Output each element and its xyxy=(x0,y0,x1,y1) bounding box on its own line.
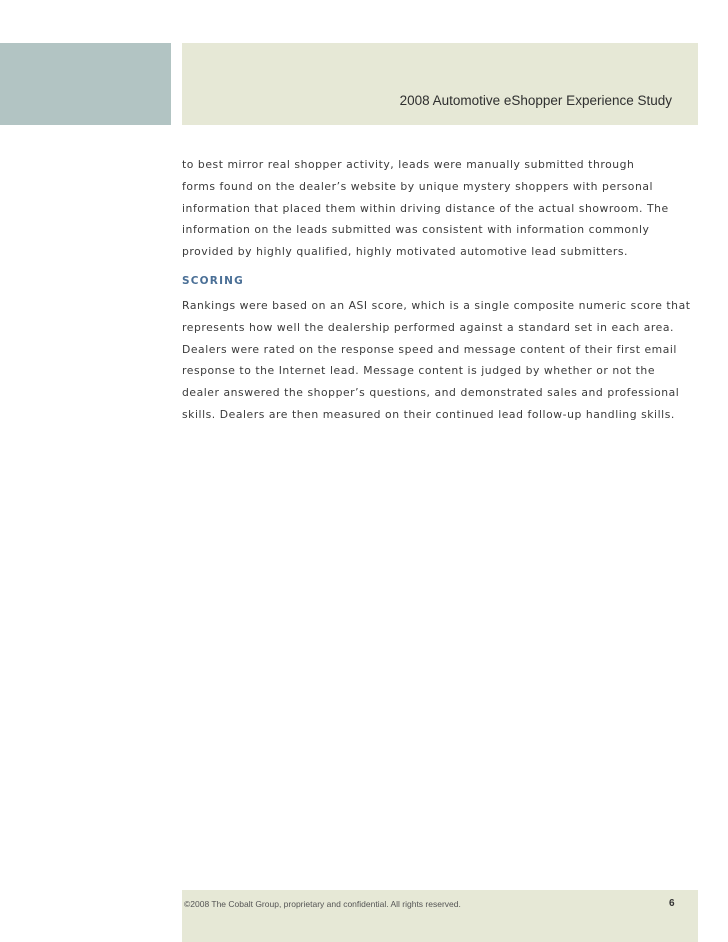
paragraph-line: Dealers were rated on the response speed and message content of their first email xyxy=(182,342,677,356)
paragraph-line: represents how well the dealership performed against a standard set in each area. xyxy=(182,320,675,334)
copyright-notice: ©2008 The Cobalt Group, proprietary and confidential. All rights reserved. xyxy=(184,899,461,909)
paragraph-line: information on the leads submitted was consistent with information commonly xyxy=(182,223,650,237)
decorative-side-block xyxy=(0,43,171,125)
header-band xyxy=(182,43,698,125)
intro-paragraph xyxy=(182,154,682,263)
paragraph-line: provided by highly qualified, highly motivated automotive lead submitters. xyxy=(182,245,629,259)
page-number: 6 xyxy=(669,898,675,909)
paragraph-line: response to the Internet lead. Message content is judged by whether or not the xyxy=(182,364,656,378)
footer-band xyxy=(182,890,698,942)
paragraph-line: Rankings were based on an ASI score, which is a single composite numeric score that xyxy=(182,298,691,312)
paragraph-line: forms found on the dealer’s website by unique mystery shoppers with personal xyxy=(182,179,654,193)
paragraph-line: skills. Dealers are then measured on their continued lead follow-up handling skills. xyxy=(182,407,675,421)
document-title: 2008 Automotive eShopper Experience Study xyxy=(399,93,672,108)
scoring-paragraph xyxy=(182,295,691,426)
paragraph-line: to best mirror real shopper activity, leads were manually submitted through xyxy=(182,158,635,171)
page-content xyxy=(182,154,691,426)
paragraph-line: dealer answered the shopper’s questions, and demonstrated sales and professional xyxy=(182,386,680,400)
section-heading-scoring: SCORING xyxy=(182,274,244,287)
paragraph-line: information that placed them within driving distance of the actual showroom. The xyxy=(182,201,669,215)
